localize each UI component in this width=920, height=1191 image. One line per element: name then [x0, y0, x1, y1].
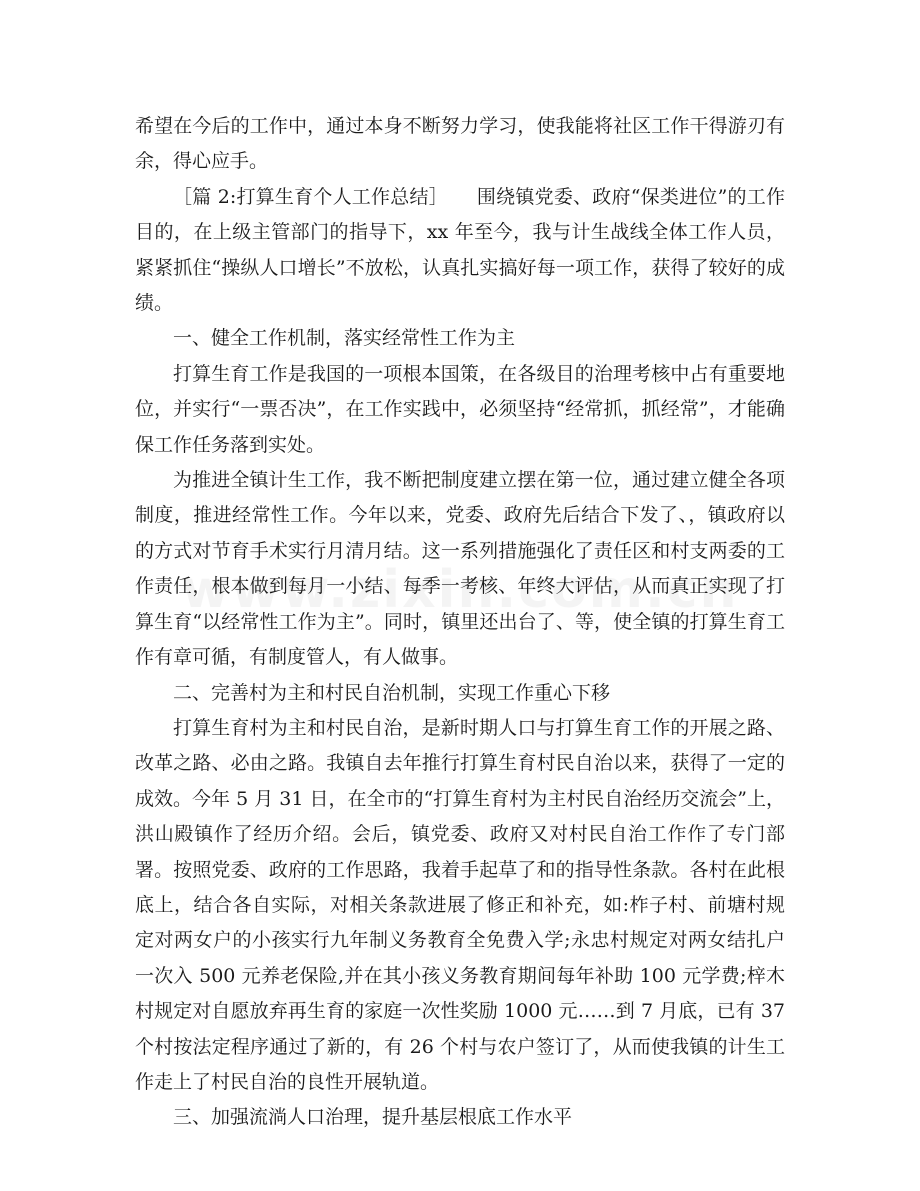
document-body: [135, 109, 785, 1136]
section-heading-1: 一、健全工作机制，落实经常性工作为主: [173, 327, 516, 350]
section-heading-2: 二、完善村为主和村民自治机制，实现工作重心下移: [173, 681, 611, 704]
paragraph-system-building: 为推进全镇计生工作，我不断把制度建立摆在第一位，通过建立健全各项制度，推进经常性工作。今年以来，党委、政府先后结合下发了、，镇政府以的方式对节育手术实行月清月结。这一系列措施强化了责任区和村支两委的工作责任，根本做到每月一小结、每季一考核、年终大评估，从而真正实现了打算生育“以经常性工作为主”。同时，镇里还出台了、等，使全镇的打算生育工作有章可循，有制度管人，有人做事。: [135, 469, 785, 669]
paragraph-policy: 打算生育工作是我国的一项根本国策，在各级目的治理考核中占有重要地位，并实行“一票否决”，在工作实践中，必须坚持“经常抓，抓经常”，才能确保工作任务落到实处。: [135, 362, 785, 456]
paragraph-intro: 希望在今后的工作中，通过本身不断努力学习，使我能将社区工作干得游刃有余，得心应手。: [135, 115, 785, 173]
section-heading-3: 三、加强流淌人口治理，提升基层根底工作水平: [173, 1106, 573, 1129]
paragraph-village-autonomy: 打算生育村为主和村民自治，是新时期人口与打算生育工作的开展之路、改革之路、必由之路。我镇自去年推行打算生育村民自治以来，获得了一定的成效。今年 5 月 31 日，在全市的“打算生育村为主村民自治经历交流会”上，洪山殿镇作了经历介绍。会后，镇党委、政府又对村民自治工作作了专门部署。按照党委、政府的工作思路，我着手起草了和的指导性条款。各村在此根底上，结合各自实际，对相关条款进展了修正和补充，如:柞子村、前塘村规定对两女户的小孩实行九年制义务教育全免费入学;永忠村规定对两女结扎户一次入 500 元养老保险,并在其小孩义务教育期间每年补助 100 元学费;梓木村规定对自愿放弃再生育的家庭一次性奖励 1000 元……到 7 月底，已有 37 个村按法定程序通过了新的，有 26 个村与农户签订了，从而使我镇的计生工作走上了村民自治的良性开展轨道。: [135, 716, 785, 1093]
paragraph-article-title: ［篇 2:打算生育个人工作总结］ 围绕镇党委、政府“保类进位”的工作目的，在上级主管部门的指导下，xx 年至今，我与计生战线全体工作人员，紧紧抓住“操纵人口增长”不放松，认真扎实搞好每一项工作，获得了较好的成绩。: [135, 185, 785, 315]
